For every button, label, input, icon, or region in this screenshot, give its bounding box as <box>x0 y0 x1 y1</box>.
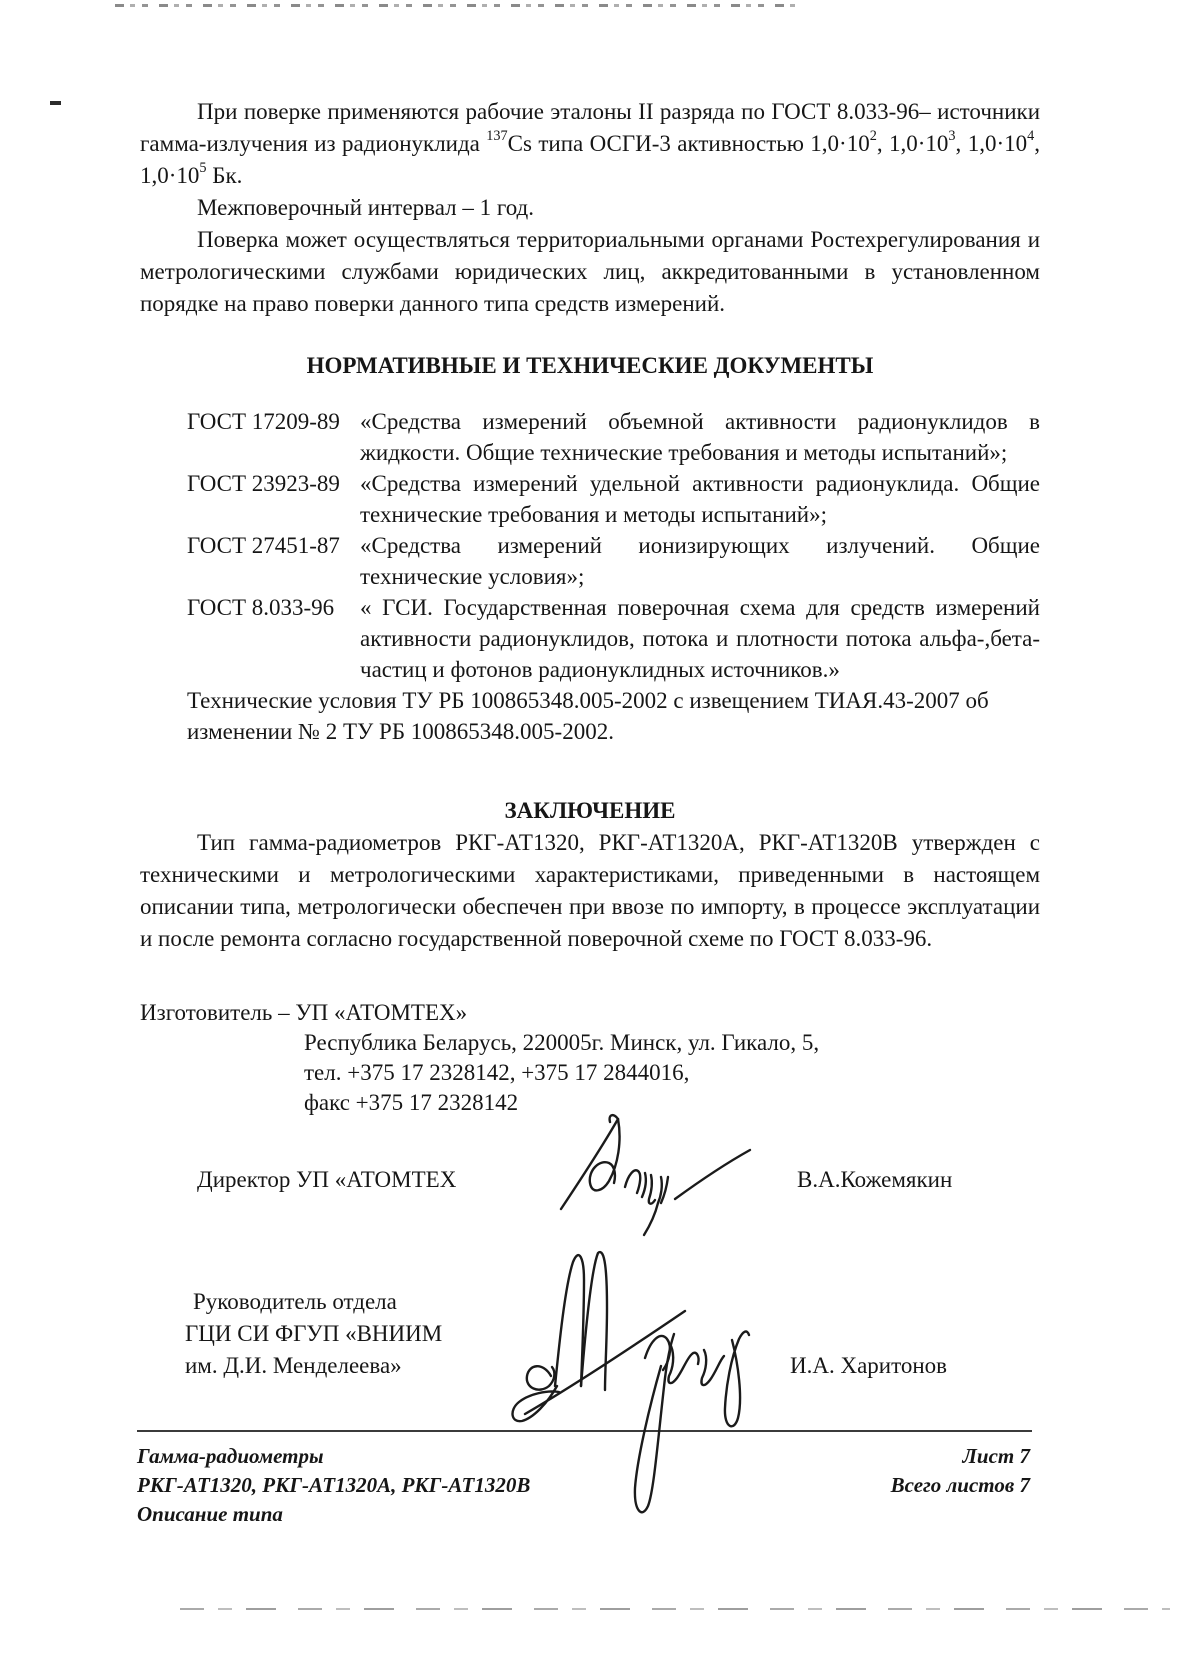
section-title-conclusion: ЗАКЛЮЧЕНИЕ <box>504 798 676 823</box>
paragraph-verification-standards: При поверке применяются рабочие эталоны II разряда по ГОСТ 8.033-96– источники гамма-излучения из радионуклида $^{137}$Cs типа ОСГИ-3 активностью $1,0\cdot 10^2$, $1,0\cdot 10^3$, $1,0\cdot 10^4$, $1,0\cdot 10^5$ Бк. <box>140 99 1040 188</box>
scan-artifact-top-line <box>115 4 795 7</box>
gost-number: ГОСТ 23923-89 <box>187 471 340 496</box>
technical-conditions-note: Технические условия ТУ РБ 100865348.005-2002 с извещением ТИАЯ.43-2007 об изменении № 2 ТУ РБ 100865348.005-2002. <box>187 688 989 744</box>
department-head-title-line3: им. Д.И. Менделеева» <box>185 1353 402 1378</box>
manufacturer-address: Республика Беларусь, 220005г. Минск, ул. Гикало, 5, <box>304 1030 820 1055</box>
department-head-title-line1: Руководитель отдела <box>193 1289 397 1314</box>
department-head-title-line2: ГЦИ СИ ФГУП «ВНИИМ <box>185 1321 443 1346</box>
normative-documents-list <box>187 406 1040 685</box>
paragraph-conclusion: Тип гамма-радиометров РКГ-АТ1320, РКГ-АТ1320А, РКГ-АТ1320В утвержден с техническими и метрологическими характеристиками, приведенными в настоящем описании типа, метрологически обеспечен при ввозе по импорту, в процессе эксплуатации и после ремонта согласно государственной поверочной схеме по ГОСТ 8.033-96. <box>140 830 1040 951</box>
list-item <box>187 530 1040 592</box>
list-item <box>187 468 1040 530</box>
paragraph-verification-interval: Межповерочный интервал – 1 год. <box>197 195 535 220</box>
director-title: Директор УП «АТОМТЕХ <box>197 1167 457 1192</box>
section-title-normative-documents: НОРМАТИВНЫЕ И ТЕХНИЧЕСКИЕ ДОКУМЕНТЫ <box>306 353 874 378</box>
list-item <box>187 592 1040 685</box>
scan-artifact-bottom-line <box>180 1608 1170 1610</box>
manufacturer-line: Изготовитель – УП «АТОМТЕХ» <box>140 1000 468 1025</box>
department-head-signature-icon <box>495 1228 760 1520</box>
footer-total-sheets: Всего листов 7 <box>890 1473 1030 1497</box>
department-head-title <box>185 1286 442 1382</box>
footer-page-numbers <box>730 1442 1030 1500</box>
gost-number: ГОСТ 17209-89 <box>187 409 340 434</box>
scan-artifact-margin-dash <box>50 101 61 105</box>
gost-number: ГОСТ 27451-87 <box>187 533 340 558</box>
gost-description: «Средства измерений ионизирующих излучений. Общие технические условия»; <box>360 533 1040 589</box>
director-name: В.А.Кожемякин <box>797 1167 953 1192</box>
document-body <box>140 96 1040 955</box>
gost-description: «Средства измерений удельной активности радионуклида. Общие технические требования и методы испытаний»; <box>360 471 1040 527</box>
footer-device-models: РКГ-АТ1320, РКГ-АТ1320А, РКГ-АТ1320В <box>137 1473 531 1497</box>
manufacturer-phone: тел. +375 17 2328142, +375 17 2844016, <box>304 1060 690 1085</box>
footer-sheet-number: Лист 7 <box>962 1444 1030 1468</box>
paragraph-verification-bodies: Поверка может осуществляться территориальными органами Ростехрегулирования и метрологическими службами юридических лиц, аккредитованными в установленном порядке на право поверки данного типа средств измерений. <box>140 227 1040 316</box>
gost-number: ГОСТ 8.033-96 <box>187 595 335 620</box>
footer-device-class: Гамма-радиометры <box>137 1444 324 1468</box>
manufacturer-fax: факс +375 17 2328142 <box>304 1090 519 1115</box>
footer-document-id <box>137 1442 530 1529</box>
list-item <box>187 406 1040 468</box>
manufacturer-block <box>140 998 1040 1118</box>
department-head-name: И.А. Харитонов <box>790 1353 948 1378</box>
gost-description: « ГСИ. Государственная поверочная схема для средств измерений активности радионуклидов, потока и плотности потока альфа-,бета-частиц и фотонов радионуклидных источников.» <box>360 595 1040 682</box>
gost-description: «Средства измерений объемной активности радионуклидов в жидкости. Общие технические требования и методы испытаний»; <box>360 409 1040 465</box>
footer-document-type: Описание типа <box>137 1502 283 1526</box>
